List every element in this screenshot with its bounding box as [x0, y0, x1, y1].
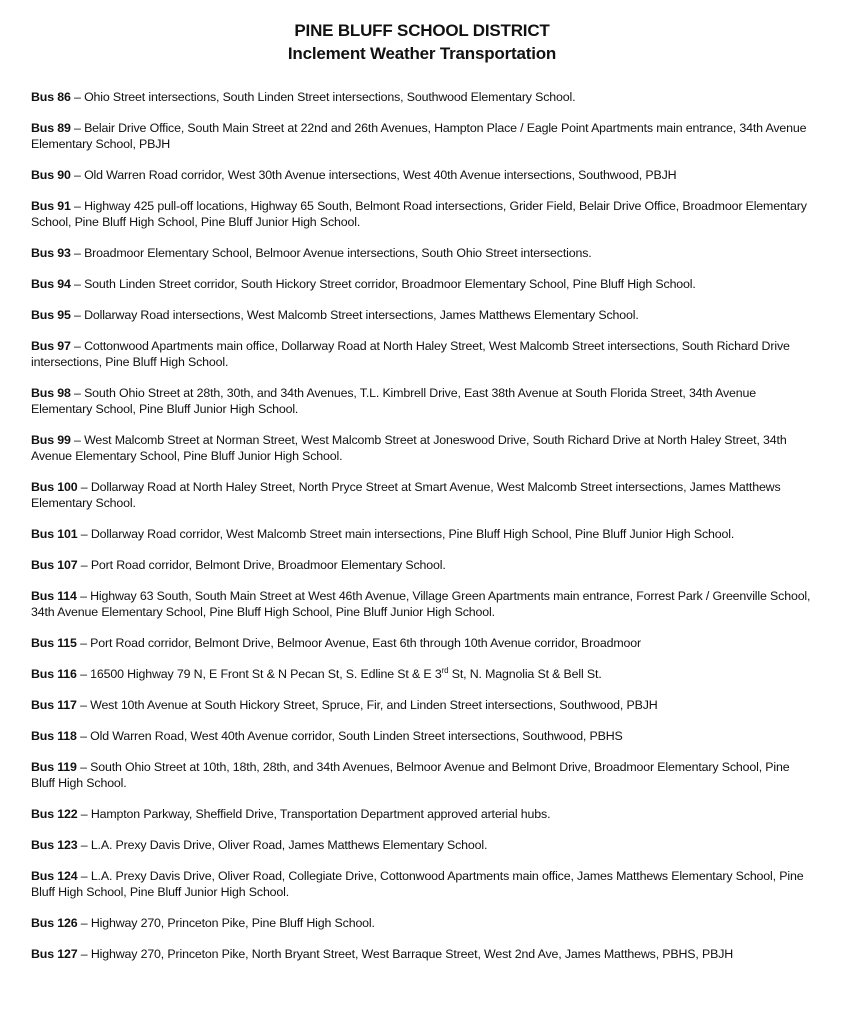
ordinal-superscript: rd: [441, 665, 449, 675]
route-stops: South Ohio Street at 28th, 30th, and 34th Avenues, T.L. Kimbrell Drive, East 38th Avenue at South Florida Street, 34th Avenue Elementary School, Pine Bluff Junior High School.: [31, 386, 756, 416]
bus-route-item: [31, 307, 813, 323]
route-stops: South Ohio Street at 10th, 18th, 28th, and 34th Avenues, Belmoor Avenue and Belmont Drive, Broadmoor Elementary School, Pine Bluff High School.: [31, 760, 790, 790]
route-stops: Broadmoor Elementary School, Belmoor Avenue intersections, South Ohio Street intersections.: [84, 246, 592, 260]
bus-route-item: [31, 915, 813, 931]
bus-route-item: [31, 167, 813, 183]
document-header: [31, 19, 813, 65]
route-stops: L.A. Prexy Davis Drive, Oliver Road, James Matthews Elementary School.: [90, 838, 488, 852]
bus-route-item: [31, 868, 813, 900]
route-separator: –: [76, 698, 91, 712]
route-separator: –: [70, 339, 85, 353]
route-stops-part: St, N. Magnolia St & Bell St.: [448, 667, 602, 681]
bus-route-item: [31, 245, 813, 261]
bus-number: Bus 99: [31, 433, 71, 447]
bus-route-item: [31, 557, 813, 573]
route-stops-part: 16500 Highway 79 N, E Front St & N Pecan St, S. Edline St & E 3: [90, 667, 442, 681]
route-stops: L.A. Prexy Davis Drive, Oliver Road, Collegiate Drive, Cottonwood Apartments main office, James Matthews Elementary School, Pine Bluff High School, Pine Bluff Junior High School.: [31, 869, 804, 899]
bus-number: Bus 97: [31, 339, 71, 353]
route-stops: Belair Drive Office, South Main Street at 22nd and 26th Avenues, Hampton Place / Eagle Point Apartments main entrance, 34th Avenue Elementary School, PBJH: [31, 121, 807, 151]
route-stops: Hampton Parkway, Sheffield Drive, Transportation Department approved arterial hubs.: [90, 807, 551, 821]
route-stops: West Malcomb Street at Norman Street, West Malcomb Street at Joneswood Drive, South Richard Drive at North Haley Street, 34th Avenue Elementary School, Pine Bluff Junior High School.: [31, 433, 787, 463]
route-separator: –: [70, 168, 85, 182]
bus-number: Bus 122: [31, 807, 78, 821]
bus-number: Bus 117: [31, 698, 77, 712]
route-separator: –: [76, 667, 91, 681]
route-stops: Cottonwood Apartments main office, Dollarway Road at North Haley Street, West Malcomb Street intersections, South Richard Drive intersections, Pine Bluff High School.: [31, 339, 790, 369]
bus-number: Bus 114: [31, 589, 77, 603]
bus-number: Bus 107: [31, 558, 78, 572]
route-separator: –: [70, 433, 85, 447]
bus-route-item: [31, 837, 813, 853]
bus-route-item: [31, 432, 813, 464]
bus-route-item: [31, 635, 813, 651]
route-stops: West 10th Avenue at South Hickory Street, Spruce, Fir, and Linden Street intersections, Southwood, PBJH: [90, 698, 658, 712]
route-separator: –: [77, 838, 91, 852]
route-separator: –: [70, 90, 85, 104]
bus-number: Bus 98: [31, 386, 71, 400]
route-separator: –: [76, 589, 91, 603]
route-separator: –: [70, 308, 85, 322]
route-separator: –: [70, 277, 85, 291]
route-separator: –: [77, 807, 91, 821]
route-stops: Dollarway Road at North Haley Street, North Pryce Street at Smart Avenue, West Malcomb Street intersections, James Matthews Elementary School.: [31, 480, 781, 510]
bus-route-item: [31, 198, 813, 230]
bus-number: Bus 101: [31, 527, 78, 541]
bus-route-item: [31, 946, 813, 962]
route-separator: –: [77, 947, 91, 961]
bus-route-item: [31, 526, 813, 542]
bus-route-list: [31, 89, 813, 962]
route-stops: Port Road corridor, Belmont Drive, Broadmoor Elementary School.: [90, 558, 446, 572]
bus-route-item: [31, 338, 813, 370]
route-stops: South Linden Street corridor, South Hickory Street corridor, Broadmoor Elementary School, Pine Bluff High School.: [84, 277, 696, 291]
bus-number: Bus 94: [31, 277, 71, 291]
route-separator: –: [70, 386, 85, 400]
bus-route-item: [31, 479, 813, 511]
bus-number: Bus 90: [31, 168, 71, 182]
bus-number: Bus 124: [31, 869, 78, 883]
route-separator: –: [70, 246, 85, 260]
route-stops: Ohio Street intersections, South Linden Street intersections, Southwood Elementary School.: [84, 90, 576, 104]
route-separator: –: [76, 729, 91, 743]
bus-route-item: [31, 759, 813, 791]
route-separator: –: [76, 760, 91, 774]
bus-number: Bus 91: [31, 199, 71, 213]
bus-number: Bus 89: [31, 121, 71, 135]
bus-number: Bus 126: [31, 916, 78, 930]
route-stops: Highway 425 pull-off locations, Highway 65 South, Belmont Road intersections, Grider Field, Belair Drive Office, Broadmoor Elementary School, Pine Bluff High School, Pine Bluff Junior High School.: [31, 199, 807, 229]
route-separator: –: [77, 869, 91, 883]
bus-route-item: [31, 276, 813, 292]
bus-number: Bus 95: [31, 308, 71, 322]
route-stops: Highway 270, Princeton Pike, North Bryant Street, West Barraque Street, West 2nd Ave, James Matthews, PBHS, PBJH: [90, 947, 734, 961]
bus-number: Bus 93: [31, 246, 71, 260]
bus-number: Bus 119: [31, 760, 77, 774]
route-separator: –: [70, 199, 85, 213]
district-title: PINE BLUFF SCHOOL DISTRICT: [294, 21, 550, 40]
bus-route-item: [31, 697, 813, 713]
route-separator: –: [76, 636, 91, 650]
route-stops: Dollarway Road intersections, West Malcomb Street intersections, James Matthews Elementary School.: [84, 308, 639, 322]
bus-route-item: [31, 120, 813, 152]
bus-number: Bus 118: [31, 729, 77, 743]
route-stops: Port Road corridor, Belmont Drive, Belmoor Avenue, East 6th through 10th Avenue corridor, Broadmoor: [90, 636, 641, 650]
route-separator: –: [77, 558, 91, 572]
bus-number: Bus 115: [31, 636, 77, 650]
bus-number: Bus 100: [31, 480, 78, 494]
bus-route-item: [31, 588, 813, 620]
route-separator: –: [77, 480, 91, 494]
bus-route-item: [31, 666, 813, 682]
bus-route-item: [31, 89, 813, 105]
route-separator: –: [70, 121, 85, 135]
route-separator: –: [77, 916, 91, 930]
bus-route-item: [31, 385, 813, 417]
bus-number: Bus 86: [31, 90, 71, 104]
route-stops: Highway 270, Princeton Pike, Pine Bluff High School.: [90, 916, 375, 930]
bus-number: Bus 123: [31, 838, 78, 852]
bus-route-item: [31, 728, 813, 744]
document-subtitle: Inclement Weather Transportation: [287, 44, 557, 63]
bus-route-item: [31, 806, 813, 822]
route-stops: [90, 667, 601, 681]
route-stops: Dollarway Road corridor, West Malcomb Street main intersections, Pine Bluff High School, Pine Bluff Junior High School.: [90, 527, 735, 541]
route-stops: Old Warren Road corridor, West 30th Avenue intersections, West 40th Avenue intersections, Southwood, PBJH: [84, 168, 677, 182]
route-separator: –: [77, 527, 91, 541]
route-stops: Old Warren Road, West 40th Avenue corridor, South Linden Street intersections, Southwood, PBHS: [90, 729, 623, 743]
route-stops: Highway 63 South, South Main Street at West 46th Avenue, Village Green Apartments main entrance, Forrest Park / Greenville School, 34th Avenue Elementary School, Pine Bluff High School, Pine Bluff Junior High School.: [31, 589, 811, 619]
bus-number: Bus 127: [31, 947, 78, 961]
bus-number: Bus 116: [31, 667, 77, 681]
